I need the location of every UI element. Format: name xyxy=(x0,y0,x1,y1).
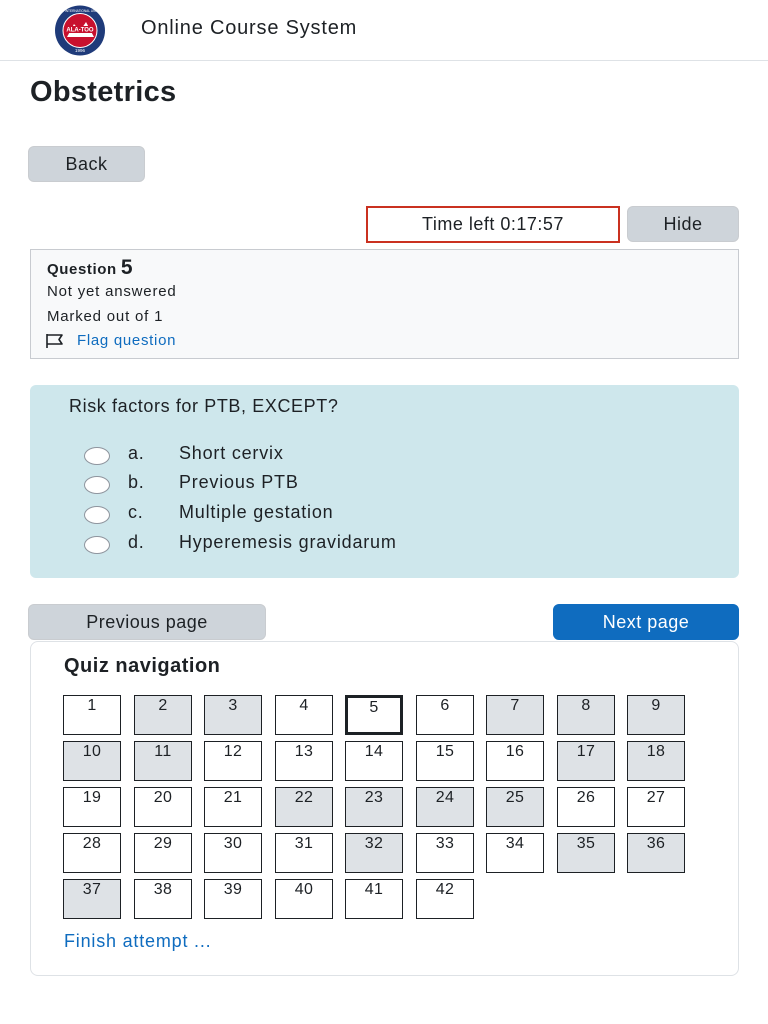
answer-text: Previous PTB xyxy=(179,471,299,492)
question-nav-button-10[interactable]: 10 xyxy=(63,741,121,781)
question-nav-button-8[interactable]: 8 xyxy=(557,695,615,735)
hide-timer-button[interactable]: Hide xyxy=(627,206,739,242)
question-text: Risk factors for PTB, EXCEPT? xyxy=(69,396,339,416)
question-nav-button-13[interactable]: 13 xyxy=(275,741,333,781)
question-nav-button-27[interactable]: 27 xyxy=(627,787,685,827)
question-nav-button-9[interactable]: 9 xyxy=(627,695,685,735)
answer-option-c[interactable] xyxy=(84,500,333,524)
question-state: Not yet answered xyxy=(47,283,177,300)
answer-letter: a. xyxy=(128,442,145,463)
question-nav-button-36[interactable]: 36 xyxy=(627,833,685,873)
radio-button[interactable] xyxy=(84,476,110,494)
answer-letter: d. xyxy=(128,531,145,552)
question-nav-button-19[interactable]: 19 xyxy=(63,787,121,827)
question-nav-button-37[interactable]: 37 xyxy=(63,879,121,919)
radio-button[interactable] xyxy=(84,447,110,465)
question-heading xyxy=(47,256,133,280)
page-title: Obstetrics xyxy=(30,76,177,108)
next-page-button[interactable]: Next page xyxy=(553,604,739,640)
question-nav-button-32[interactable]: 32 xyxy=(345,833,403,873)
time-left-indicator: Time left 0:17:57 xyxy=(366,206,620,243)
question-nav-button-31[interactable]: 31 xyxy=(275,833,333,873)
question-nav-button-28[interactable]: 28 xyxy=(63,833,121,873)
question-nav-button-12[interactable]: 12 xyxy=(204,741,262,781)
question-nav-button-26[interactable]: 26 xyxy=(557,787,615,827)
quiz-navigation-title: Quiz navigation xyxy=(64,655,221,677)
question-nav-button-30[interactable]: 30 xyxy=(204,833,262,873)
question-navigation-grid xyxy=(63,695,703,925)
question-nav-button-29[interactable]: 29 xyxy=(134,833,192,873)
question-nav-button-33[interactable]: 33 xyxy=(416,833,474,873)
question-nav-button-15[interactable]: 15 xyxy=(416,741,474,781)
question-nav-button-42[interactable]: 42 xyxy=(416,879,474,919)
question-nav-button-4[interactable]: 4 xyxy=(275,695,333,735)
answer-text: Short cervix xyxy=(179,442,284,463)
flag-outline-icon xyxy=(45,333,71,349)
question-nav-button-20[interactable]: 20 xyxy=(134,787,192,827)
question-nav-button-2[interactable]: 2 xyxy=(134,695,192,735)
question-nav-button-22[interactable]: 22 xyxy=(275,787,333,827)
logo-top-text: ALA-TOO INTERNATIONAL UNIVERSITY xyxy=(50,9,110,13)
answer-option-b[interactable] xyxy=(84,470,299,494)
finish-attempt-link[interactable]: Finish attempt ... xyxy=(64,931,212,951)
question-nav-button-17[interactable]: 17 xyxy=(557,741,615,781)
answer-text: Hyperemesis gravidarum xyxy=(179,531,397,552)
question-nav-button-23[interactable]: 23 xyxy=(345,787,403,827)
question-nav-button-35[interactable]: 35 xyxy=(557,833,615,873)
previous-page-button[interactable]: Previous page xyxy=(28,604,266,640)
answer-text: Multiple gestation xyxy=(179,501,334,522)
question-nav-button-41[interactable]: 41 xyxy=(345,879,403,919)
question-marks: Marked out of 1 xyxy=(47,308,164,325)
quiz-navigation-panel xyxy=(30,641,739,976)
flag-question-link[interactable] xyxy=(45,332,176,349)
question-nav-button-25[interactable]: 25 xyxy=(486,787,544,827)
answer-option-d[interactable] xyxy=(84,530,397,554)
site-name[interactable]: Online Course System xyxy=(141,17,358,39)
question-nav-button-7[interactable]: 7 xyxy=(486,695,544,735)
flag-question-label: Flag question xyxy=(77,332,177,349)
question-nav-button-39[interactable]: 39 xyxy=(204,879,262,919)
radio-button[interactable] xyxy=(84,506,110,524)
question-nav-button-16[interactable]: 16 xyxy=(486,741,544,781)
logo-center-text: ALA-TOO xyxy=(66,27,94,34)
question-nav-button-5[interactable]: 5 xyxy=(345,695,403,735)
question-nav-button-24[interactable]: 24 xyxy=(416,787,474,827)
question-nav-button-18[interactable]: 18 xyxy=(627,741,685,781)
question-nav-button-14[interactable]: 14 xyxy=(345,741,403,781)
question-nav-button-1[interactable]: 1 xyxy=(63,695,121,735)
site-header xyxy=(0,0,768,61)
question-number: 5 xyxy=(120,256,134,279)
answer-letter: c. xyxy=(128,501,144,522)
logo-year: 1996 xyxy=(74,48,86,53)
answer-letter: b. xyxy=(128,471,145,492)
radio-button[interactable] xyxy=(84,536,110,554)
question-nav-button-6[interactable]: 6 xyxy=(416,695,474,735)
question-info-panel xyxy=(30,249,739,359)
question-nav-button-11[interactable]: 11 xyxy=(134,741,192,781)
question-content xyxy=(30,385,739,578)
question-nav-button-40[interactable]: 40 xyxy=(275,879,333,919)
question-nav-button-3[interactable]: 3 xyxy=(204,695,262,735)
university-logo[interactable] xyxy=(30,4,132,57)
question-label: Question xyxy=(47,261,117,278)
question-nav-button-38[interactable]: 38 xyxy=(134,879,192,919)
answer-option-a[interactable] xyxy=(84,441,284,465)
question-nav-button-34[interactable]: 34 xyxy=(486,833,544,873)
question-nav-button-21[interactable]: 21 xyxy=(204,787,262,827)
back-button[interactable]: Back xyxy=(28,146,145,182)
